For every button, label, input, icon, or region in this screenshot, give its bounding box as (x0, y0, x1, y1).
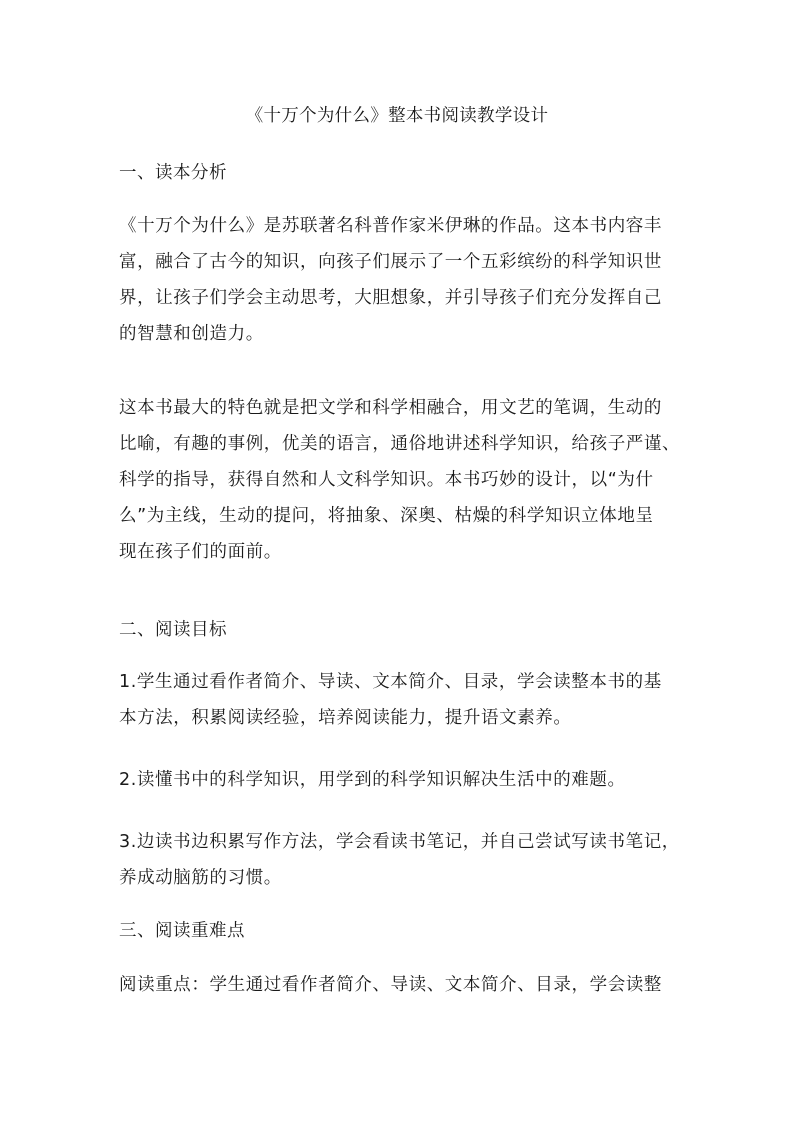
text-line: 界，让孩子们学会主动思考，大胆想象，并引导孩子们充分发挥自己 (119, 288, 662, 308)
text-line: 这本书最大的特色就是把文学和科学相融合，用文艺的笔调，生动的 (119, 398, 662, 418)
text-line: 1.学生通过看作者简介、导读、文本简介、目录，学会读整本书的基 (119, 672, 662, 692)
section-heading-key-points: 三、阅读重难点 (119, 921, 245, 941)
paragraph-goal-2 (119, 762, 679, 798)
paragraph-goal-3 (119, 824, 679, 896)
text-line: 本方法，积累阅读经验，培养阅读能力，提升语文素养。 (119, 708, 572, 728)
text-line: 3.边读书边积累写作方法，学会看读书笔记，并自己尝试写读书笔记， (119, 832, 680, 852)
section-heading-reading-analysis: 一、读本分析 (119, 163, 227, 183)
paragraph-key-points (119, 967, 679, 1003)
paragraph-goal-1 (119, 664, 679, 736)
text-line: 养成动脑筋的习惯。 (119, 868, 282, 888)
text-line: 么”为主线，生动的提问，将抽象、深奥、枯燥的科学知识立体地呈 (119, 506, 654, 526)
text-line: 科学的指导，获得自然和人文科学知识。本书巧妙的设计，以“为什 (119, 470, 654, 490)
text-line: 《十万个为什么》是苏联著名科普作家米伊琳的作品。这本书内容丰 (119, 216, 662, 236)
text-line: 富，融合了古今的知识，向孩子们展示了一个五彩缤纷的科学知识世 (119, 252, 662, 272)
text-line: 比喻，有趣的事例，优美的语言，通俗地讲述科学知识，给孩子严谨、 (119, 434, 681, 454)
text-line: 2.读懂书中的科学知识，用学到的科学知识解决生活中的难题。 (119, 770, 626, 790)
document-title: 《十万个为什么》整本书阅读教学设计 (245, 106, 549, 126)
paragraph-book-intro (119, 208, 679, 352)
text-line: 阅读重点：学生通过看作者简介、导读、文本简介、目录，学会读整 (119, 975, 662, 995)
paragraph-book-features (119, 390, 679, 570)
text-line: 的智慧和创造力。 (119, 324, 264, 344)
section-heading-reading-goals: 二、阅读目标 (119, 620, 227, 640)
text-line: 现在孩子们的面前。 (119, 542, 282, 562)
